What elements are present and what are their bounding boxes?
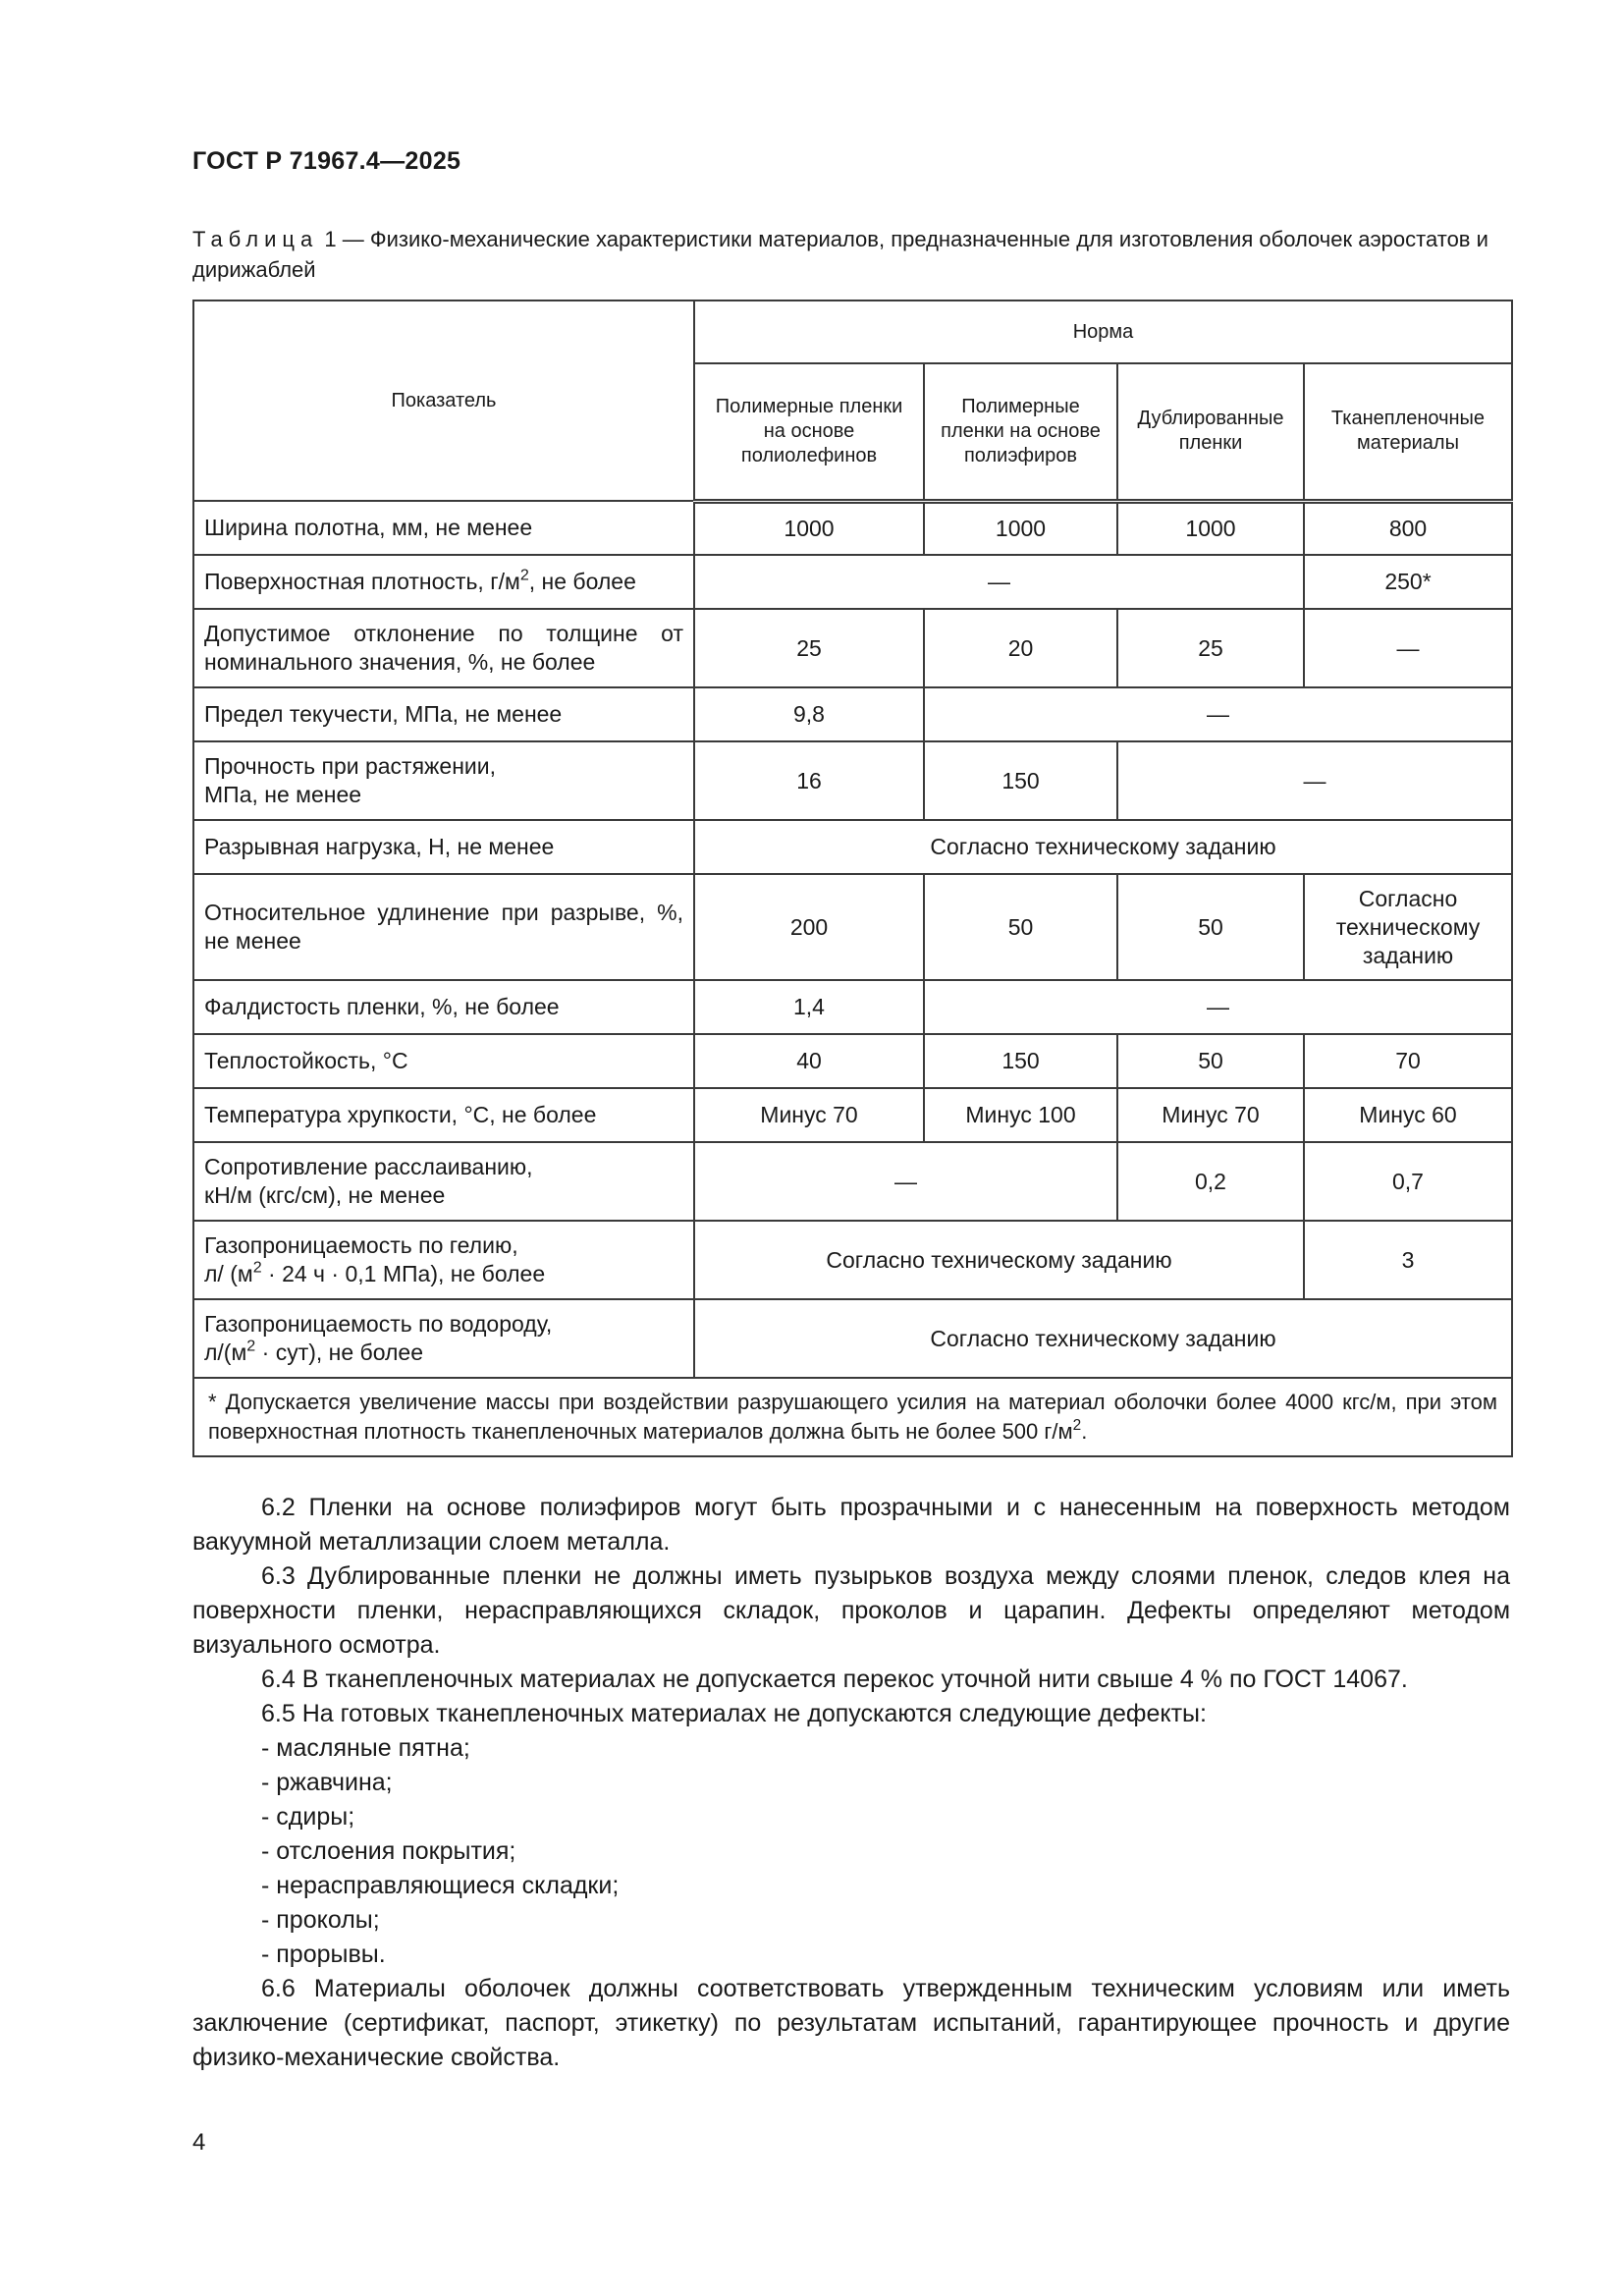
row-label-text: л/ (м xyxy=(204,1261,253,1286)
row-label: Относительное удлинение при разрыве, %, не менее xyxy=(193,874,694,980)
row-label-text: Газопроницаемость по гелию, xyxy=(204,1232,518,1258)
cell-value: 0,7 xyxy=(1304,1142,1512,1221)
column-header-polyolefin: Полимерные пленки на основе полиолефинов xyxy=(694,363,924,501)
row-label: Допустимое отклонение по толщине от номинального значения, %, не более xyxy=(193,609,694,687)
cell-value: 50 xyxy=(924,874,1117,980)
table-footnote-row xyxy=(193,1378,1512,1456)
cell-value-merged: Согласно техническому заданию xyxy=(694,1299,1512,1378)
cell-value: 20 xyxy=(924,609,1117,687)
row-label: Фалдистость пленки, %, не более xyxy=(193,980,694,1034)
row-label: Теплостойкость, °С xyxy=(193,1034,694,1088)
row-label xyxy=(193,555,694,609)
row-label-text: л/(м xyxy=(204,1339,247,1365)
footnote-text: * Допускается увеличение массы при воздействии разрушающего усилия на материал оболочки более 4000 кгс/м, при этом поверхностная плотность тканепленочных материалов должна быть не более 500 г/м xyxy=(208,1390,1497,1444)
cell-value: 9,8 xyxy=(694,687,924,741)
list-item: - сдиры; xyxy=(261,1803,355,1831)
cell-value: 50 xyxy=(1117,1034,1304,1088)
row-label: Ширина полотна, мм, не менее xyxy=(193,501,694,555)
table-caption-number: 1 xyxy=(324,227,337,251)
column-header-laminated: Дублированные пленки xyxy=(1117,363,1304,501)
cell-value: 1000 xyxy=(1117,501,1304,555)
document-header: ГОСТ Р 71967.4—2025 xyxy=(192,147,461,175)
cell-value: 1000 xyxy=(694,501,924,555)
cell-value: 1000 xyxy=(924,501,1117,555)
row-label-text: · сут), не более xyxy=(255,1339,424,1365)
table-footnote xyxy=(193,1378,1512,1456)
cell-value-merged: Согласно техническому заданию xyxy=(694,820,1512,874)
row-label xyxy=(193,1299,694,1378)
paragraph-6-2: 6.2 Пленки на основе полиэфиров могут быть прозрачными и с нанесенным на поверхность методом вакуумной металлизации слоем металла. xyxy=(192,1494,1510,1556)
table-row xyxy=(193,874,1512,980)
paragraph-6-3: 6.3 Дублированные пленки не должны иметь пузырьков воздуха между слоями пленок, следов клея на поверхности пленки, нерасправляющихся складок, проколов и царапин. Дефекты определяют методом визуального осмотра. xyxy=(192,1562,1510,1659)
row-label-text: Газопроницаемость по водороду, xyxy=(204,1311,553,1337)
cell-value-merged: — xyxy=(694,555,1304,609)
list-item: - ржавчина; xyxy=(261,1769,393,1796)
row-label: Прочность при растяжении, МПа, не менее xyxy=(193,741,694,820)
properties-table xyxy=(192,300,1513,1457)
cell-value: 40 xyxy=(694,1034,924,1088)
cell-value: Согласно техническому заданию xyxy=(1304,874,1512,980)
cell-value: 0,2 xyxy=(1117,1142,1304,1221)
row-label-text: кН/м (кгс/см), не менее xyxy=(204,1182,446,1208)
cell-value: — xyxy=(1304,609,1512,687)
cell-value: 25 xyxy=(694,609,924,687)
cell-value: 1,4 xyxy=(694,980,924,1034)
cell-value-merged: — xyxy=(1117,741,1512,820)
cell-value: 25 xyxy=(1117,609,1304,687)
cell-value: 800 xyxy=(1304,501,1512,555)
superscript: 2 xyxy=(252,1258,262,1277)
table-row xyxy=(193,820,1512,874)
table-row xyxy=(193,501,1512,555)
table-row xyxy=(193,1142,1512,1221)
cell-value: 150 xyxy=(924,1034,1117,1088)
body-text xyxy=(192,1491,1510,2075)
table-row xyxy=(193,555,1512,609)
superscript: 2 xyxy=(519,566,529,584)
cell-value: Минус 70 xyxy=(694,1088,924,1142)
column-header-indicator: Показатель xyxy=(193,301,694,501)
row-label-text: Сопротивление расслаиванию, xyxy=(204,1154,533,1179)
row-label-text: · 24 ч · 0,1 МПа), не более xyxy=(261,1261,546,1286)
row-label: Разрывная нагрузка, Н, не менее xyxy=(193,820,694,874)
column-header-norm: Норма xyxy=(694,301,1512,363)
table-row xyxy=(193,1299,1512,1378)
cell-value: 250* xyxy=(1304,555,1512,609)
table-row xyxy=(193,687,1512,741)
paragraph-6-4: 6.4 В тканепленочных материалах не допускается перекос уточной нити свыше 4 % по ГОСТ 14067. xyxy=(261,1666,1408,1693)
table-row xyxy=(193,1088,1512,1142)
cell-value-merged: — xyxy=(694,1142,1117,1221)
table-row xyxy=(193,1221,1512,1299)
cell-value: 70 xyxy=(1304,1034,1512,1088)
row-label xyxy=(193,1221,694,1299)
footnote-text: . xyxy=(1081,1419,1088,1444)
table-header-row xyxy=(193,301,1512,363)
cell-value-merged: — xyxy=(924,980,1512,1034)
cell-value: Минус 60 xyxy=(1304,1088,1512,1142)
table-row xyxy=(193,980,1512,1034)
superscript: 2 xyxy=(1072,1416,1082,1434)
row-label: Предел текучести, МПа, не менее xyxy=(193,687,694,741)
paragraph-6-5: 6.5 На готовых тканепленочных материалах не допускаются следующие дефекты: xyxy=(261,1700,1207,1727)
list-item: - проколы; xyxy=(261,1906,380,1934)
row-label xyxy=(193,1142,694,1221)
table-row xyxy=(193,1034,1512,1088)
cell-value: 150 xyxy=(924,741,1117,820)
row-label-text: Поверхностная плотность, г/м xyxy=(204,569,520,594)
cell-value: Минус 70 xyxy=(1117,1088,1304,1142)
table-row xyxy=(193,609,1512,687)
column-header-polyester: Полимерные пленки на основе полиэфиров xyxy=(924,363,1117,501)
defect-list xyxy=(192,1731,1510,1972)
paragraph-6-6: 6.6 Материалы оболочек должны соответствовать утвержденным техническим условиям или иметь заключение (сертификат, паспорт, этикетку) по результатам испытаний, гарантирующее прочность и другие физико-механические свойства. xyxy=(192,1975,1510,2071)
cell-value: 3 xyxy=(1304,1221,1512,1299)
cell-value-merged: Согласно техническому заданию xyxy=(694,1221,1304,1299)
table-caption-label: Таблица xyxy=(192,227,319,251)
row-label: Температура хрупкости, °С, не более xyxy=(193,1088,694,1142)
page-number: 4 xyxy=(192,2129,206,2156)
list-item: - прорывы. xyxy=(261,1941,386,1968)
superscript: 2 xyxy=(246,1337,256,1355)
cell-value-merged: — xyxy=(924,687,1512,741)
table-row xyxy=(193,741,1512,820)
list-item: - нерасправляющиеся складки; xyxy=(261,1872,620,1899)
column-header-fabric-film: Тканепленочные материалы xyxy=(1304,363,1512,501)
table-caption-text: — Физико-механические характеристики материалов, предназначенные для изготовления оболочек аэростатов и дирижаблей xyxy=(192,227,1488,282)
row-label-text: , не более xyxy=(528,569,636,594)
table-caption xyxy=(192,224,1508,285)
cell-value: 16 xyxy=(694,741,924,820)
cell-value: 50 xyxy=(1117,874,1304,980)
cell-value: Минус 100 xyxy=(924,1088,1117,1142)
cell-value: 200 xyxy=(694,874,924,980)
list-item: - масляные пятна; xyxy=(261,1734,470,1762)
list-item: - отслоения покрытия; xyxy=(261,1837,516,1865)
